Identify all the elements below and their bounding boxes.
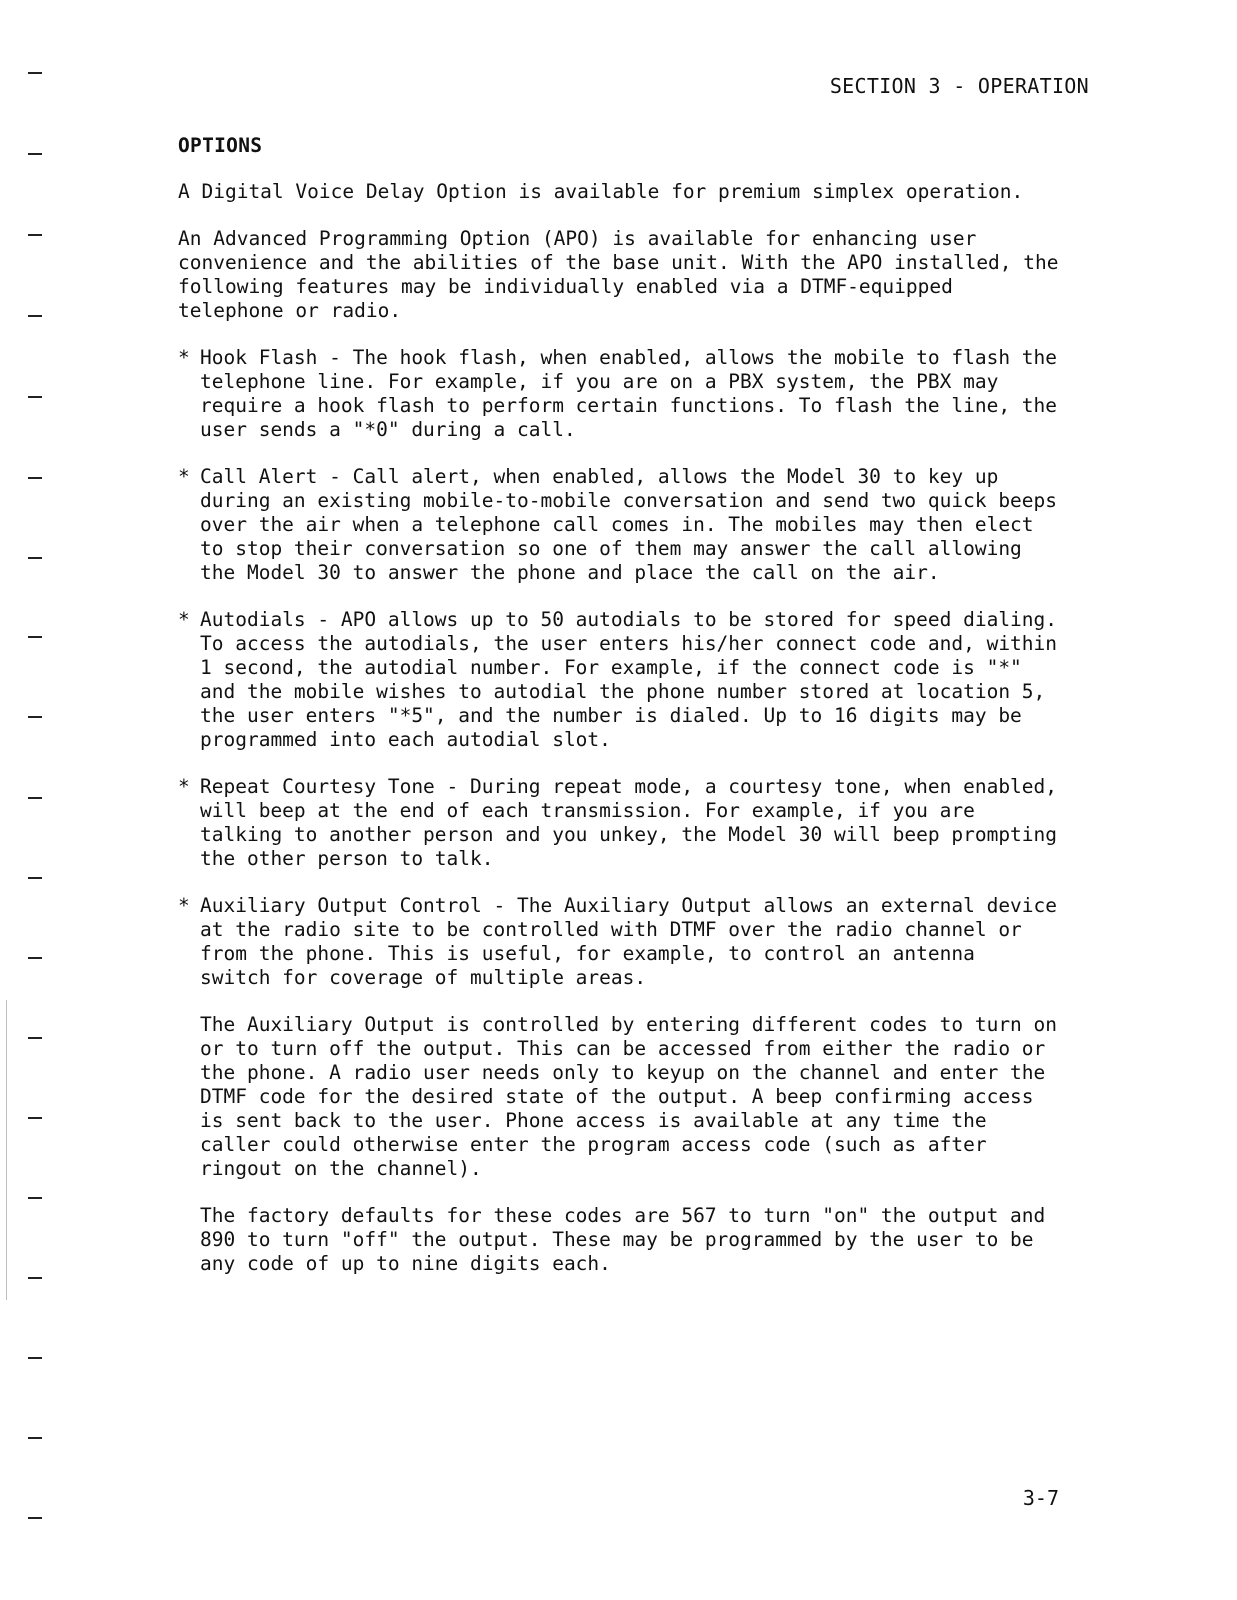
bullet-text: Repeat Courtesy Tone - During repeat mode, a courtesy tone, when enabled, will beep at the end of each transmission. For example, if you are talking to another person and you unkey, the Model 30 will beep prompting the other person to talk.	[200, 775, 1058, 870]
bullet-autodials	[178, 608, 1098, 752]
bullet-text: Hook Flash - The hook flash, when enabled, allows the mobile to flash the telephone line. For example, if you are on a PBX system, the PBX may require a hook flash to perform certain functions. To flash the line, the user sends a "*0" during a call.	[200, 346, 1058, 441]
intro-paragraph-1: A Digital Voice Delay Option is available for premium simplex operation.	[178, 180, 1024, 203]
margin-mark	[28, 1277, 42, 1279]
margin-mark	[28, 877, 42, 879]
bullet-text: Call Alert - Call alert, when enabled, allows the Model 30 to key up during an existing mobile-to-mobile conversation and send two quick beeps over the air when a telephone call comes in. The mobiles may then elect to stop their conversation so one of them may answer the call allowing the Model 30 to answer the phone and place the call on the air.	[200, 465, 1058, 584]
margin-mark	[28, 716, 42, 718]
bullet-text: Auxiliary Output Control - The Auxiliary Output allows an external device at the radio site to be controlled with DTMF over the radio channel or from the phone. This is useful, for example, to control an antenna switch for coverage of multiple areas.	[200, 894, 1058, 989]
margin-mark	[28, 396, 42, 398]
auxiliary-output-paragraph-1: The Auxiliary Output is controlled by entering different codes to turn on or to turn off the output. This can be accessed from either the radio or the phone. A radio user needs only to keyup on the channel and enter the DTMF code for the desired state of the output. A beep confirming access is sent back to the user. Phone access is available at any time the caller could otherwise enter the program access code (such as after ringout on the channel).	[200, 1013, 1058, 1180]
margin-mark	[28, 797, 42, 799]
margin-mark	[28, 1517, 42, 1519]
margin-mark	[28, 234, 42, 236]
page-number: 3-7	[1022, 1486, 1059, 1510]
scan-artifact	[6, 1000, 7, 1300]
options-heading: OPTIONS	[178, 134, 263, 157]
bullet-auxiliary-output-control	[178, 894, 1098, 990]
bullet-call-alert	[178, 465, 1098, 585]
document-body	[178, 134, 1098, 1299]
bullet-repeat-courtesy-tone	[178, 775, 1098, 871]
margin-mark	[28, 957, 42, 959]
margin-mark	[28, 1437, 42, 1439]
margin-mark	[28, 1357, 42, 1359]
margin-mark	[28, 1117, 42, 1119]
bullet-marker: *	[178, 465, 190, 488]
bullet-marker: *	[178, 775, 190, 798]
margin-mark	[28, 1197, 42, 1199]
margin-mark	[28, 1037, 42, 1039]
section-header: SECTION 3 - OPERATION	[829, 74, 1089, 98]
margin-mark	[28, 153, 42, 155]
auxiliary-output-paragraph-2: The factory defaults for these codes are 567 to turn "on" the output and 890 to turn "off" the output. These may be programmed by the user to be any code of up to nine digits each.	[200, 1204, 1046, 1275]
margin-mark	[28, 477, 42, 479]
intro-paragraph-2: An Advanced Programming Option (APO) is available for enhancing user convenience and the abilities of the base unit. With the APO installed, the following features may be individually enabled via a DTMF-equipped telephone or radio.	[178, 227, 1059, 322]
bullet-marker: *	[178, 894, 190, 917]
margin-mark	[28, 72, 42, 74]
margin-mark	[28, 315, 42, 317]
bullet-marker: *	[178, 608, 190, 631]
margin-mark	[28, 636, 42, 638]
bullet-hook-flash	[178, 346, 1098, 442]
margin-mark	[28, 557, 42, 559]
bullet-text: Autodials - APO allows up to 50 autodials to be stored for speed dialing. To access the autodials, the user enters his/her connect code and, within 1 second, the autodial number. For example, if the connect code is "*" and the mobile wishes to autodial the phone number stored at location 5, the user enters "*5", and the number is dialed. Up to 16 digits may be programmed into each autodial slot.	[200, 608, 1058, 751]
bullet-marker: *	[178, 346, 190, 369]
